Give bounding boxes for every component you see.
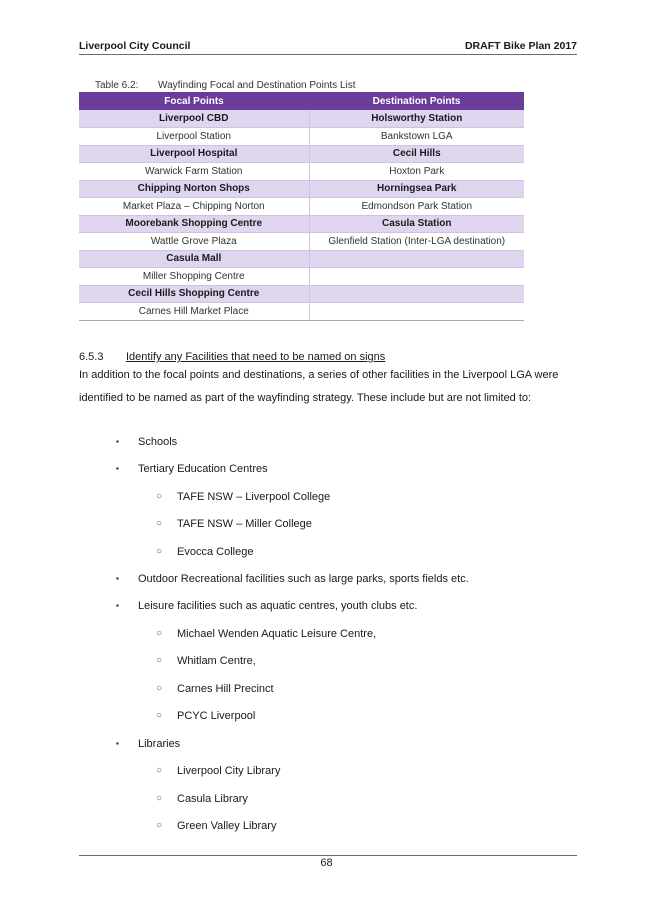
focal-point-cell: Miller Shopping Centre	[79, 268, 309, 286]
section-heading	[79, 351, 385, 363]
table-row	[79, 303, 524, 321]
sub-list-item: ○ Liverpool City Library	[156, 765, 281, 777]
focal-point-cell: Liverpool Station	[79, 128, 309, 146]
table-row	[79, 163, 524, 181]
bullet-icon: ▪	[116, 601, 119, 610]
table-row	[79, 233, 524, 251]
sub-list-item: ○ Michael Wenden Aquatic Leisure Centre,	[156, 628, 377, 640]
destination-point-cell	[309, 250, 524, 268]
list-item: ▪ Schools	[116, 436, 178, 448]
table-row	[79, 215, 524, 233]
circle-bullet-icon: ○	[156, 491, 163, 502]
sub-list-item: ○ Casula Library	[156, 793, 248, 805]
table-row	[79, 128, 524, 146]
circle-bullet-icon: ○	[156, 710, 163, 721]
focal-point-cell: Liverpool Hospital	[79, 145, 309, 163]
page-number: 68	[320, 857, 333, 869]
destination-point-cell: Glenfield Station (Inter-LGA destination)	[309, 233, 524, 251]
section-paragraph: In addition to the focal points and destinations, a series of other facilities in the Liverpool LGA were identified to be named as part of the wayfinding strategy. These include but are not limited to:	[79, 369, 559, 404]
table-row	[79, 145, 524, 163]
sub-list-item: ○ TAFE NSW – Miller College	[156, 518, 312, 530]
table-row	[79, 180, 524, 198]
circle-bullet-icon: ○	[156, 793, 163, 804]
destination-point-cell	[309, 285, 524, 303]
destination-point-cell: Cecil Hills	[309, 145, 524, 163]
bullet-icon: ▪	[116, 739, 119, 748]
list-item: ▪ Libraries	[116, 738, 181, 750]
focal-point-cell: Moorebank Shopping Centre	[79, 215, 309, 233]
destination-point-cell: Horningsea Park	[309, 180, 524, 198]
header-divider	[79, 54, 577, 55]
sub-list-item: ○ Carnes Hill Precinct	[156, 683, 274, 695]
sub-list-item: ○ Evocca College	[156, 546, 254, 558]
focal-point-cell: Carnes Hill Market Place	[79, 303, 309, 321]
destination-point-cell: Hoxton Park	[309, 163, 524, 181]
focal-point-cell: Warwick Farm Station	[79, 163, 309, 181]
focal-point-cell: Cecil Hills Shopping Centre	[79, 285, 309, 303]
focal-point-cell: Wattle Grove Plaza	[79, 233, 309, 251]
column-header-focal-points: Focal Points	[79, 92, 309, 110]
circle-bullet-icon: ○	[156, 628, 163, 639]
bullet-icon: ▪	[116, 464, 119, 473]
destination-point-cell: Edmondson Park Station	[309, 198, 524, 216]
table-row	[79, 285, 524, 303]
section-title: Identify any Facilities that need to be named on signs	[126, 351, 386, 363]
table-header-row	[79, 92, 524, 110]
footer-divider	[79, 855, 577, 856]
table-row	[79, 250, 524, 268]
destination-point-cell	[309, 303, 524, 321]
page-header	[79, 40, 577, 54]
circle-bullet-icon: ○	[156, 765, 163, 776]
sub-list-item: ○ PCYC Liverpool	[156, 710, 256, 722]
sub-list-item: ○ Green Valley Library	[156, 820, 277, 832]
bullet-icon: ▪	[116, 437, 119, 446]
circle-bullet-icon: ○	[156, 546, 163, 557]
destination-point-cell: Bankstown LGA	[309, 128, 524, 146]
header-organisation: Liverpool City Council	[79, 40, 191, 52]
table-caption-number: Table 6.2:	[95, 80, 139, 91]
circle-bullet-icon: ○	[156, 518, 163, 529]
focal-point-cell: Chipping Norton Shops	[79, 180, 309, 198]
circle-bullet-icon: ○	[156, 655, 163, 666]
sub-list-item: ○ TAFE NSW – Liverpool College	[156, 491, 331, 503]
circle-bullet-icon: ○	[156, 683, 163, 694]
header-document-title: DRAFT Bike Plan 2017	[464, 40, 577, 52]
circle-bullet-icon: ○	[156, 820, 163, 831]
table-row	[79, 268, 524, 286]
list-item: ▪ Leisure facilities such as aquatic centres, youth clubs etc.	[116, 600, 418, 612]
bullet-icon: ▪	[116, 574, 119, 583]
table-caption	[95, 80, 356, 91]
destination-point-cell: Casula Station	[309, 215, 524, 233]
section-number: 6.5.3	[79, 351, 104, 363]
wayfinding-table	[79, 92, 524, 321]
destination-point-cell: Holsworthy Station	[309, 110, 524, 128]
focal-point-cell: Market Plaza – Chipping Norton	[79, 198, 309, 216]
focal-point-cell: Liverpool CBD	[79, 110, 309, 128]
column-header-destination-points: Destination Points	[309, 92, 524, 110]
table-row	[79, 198, 524, 216]
table-row	[79, 110, 524, 128]
sub-list-item: ○ Whitlam Centre,	[156, 655, 256, 667]
destination-point-cell	[309, 268, 524, 286]
table-caption-title: Wayfinding Focal and Destination Points List	[158, 80, 356, 91]
list-item: ▪ Outdoor Recreational facilities such as large parks, sports fields etc.	[116, 573, 469, 585]
list-item: ▪ Tertiary Education Centres	[116, 463, 268, 475]
focal-point-cell: Casula Mall	[79, 250, 309, 268]
